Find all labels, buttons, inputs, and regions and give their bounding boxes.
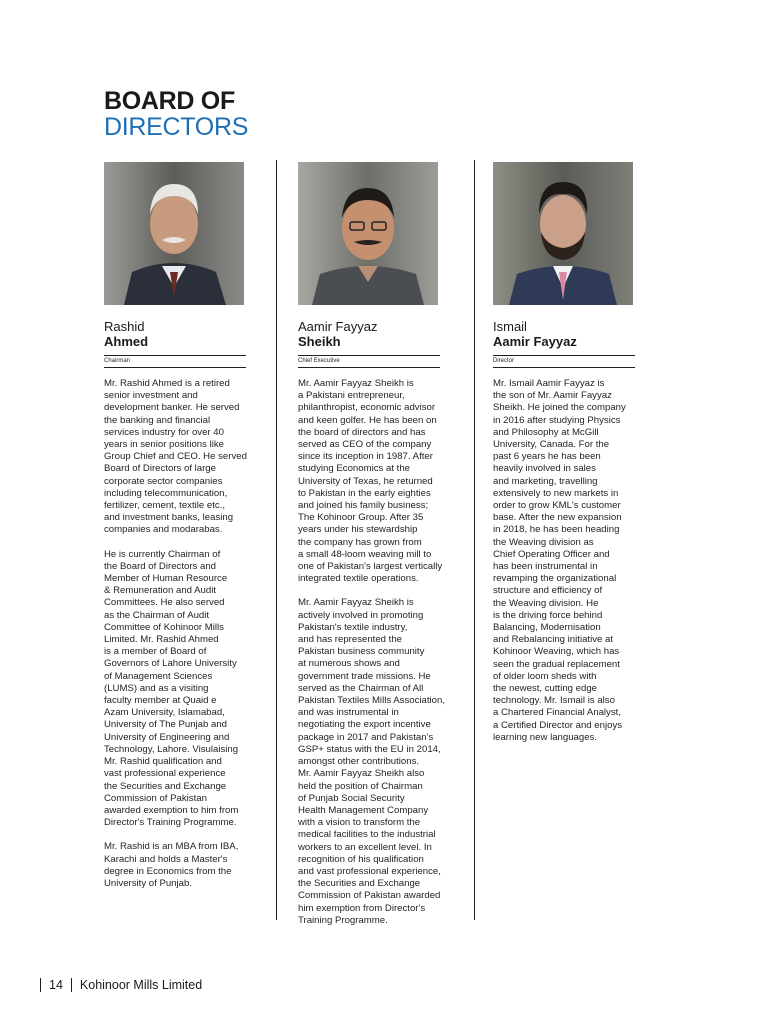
bio-paragraph: Mr. Aamir Fayyaz Sheikh is actively involved in promoting Pakistan's textile industry, and has represented the Pakistan business community at numerous shows and government trade missions. He served as the Chairman of All Pakistan Textiles Mills Association, and was instrumental in negotiating the export incentive package in 2017 and Pakistan's GSP+ status with the EU in 2014, amongst other contributions. Mr. Aamir Fayyaz Sheikh also held the position of Chairman of Punjab Social Security Health Management Company with a vision to transform the medical facilities to the industrial workers to an excellent level. In recognition of his qualification and vast professional experience, the Securities and Exchange Commission of Pakistan awarded him exemption from Director's Training Programme.: [298, 597, 445, 926]
director-first-name: Rashid: [104, 319, 145, 334]
director-bio: [298, 378, 460, 927]
heading-line-2: DIRECTORS: [104, 113, 249, 141]
rule: [493, 355, 635, 356]
director-last-name: Sheikh: [298, 334, 341, 349]
rule: [104, 355, 246, 356]
bio-paragraph: Mr. Rashid is an MBA from IBA, Karachi and holds a Master's degree in Economics from the University of Punjab.: [104, 841, 239, 889]
bio-paragraph: Mr. Rashid Ahmed is a retired senior investment and development banker. He served the banking and financial services industry for over 40 years in senior positions like Group Chief and CEO. He served Board of Directors of large corporate sector companies including telecommunication, fertilizer, cement, textile etc., and investment banks, leasing companies and modarabas.: [104, 378, 247, 536]
footer-company: Kohinoor Mills Limited: [79, 978, 203, 992]
director-name: [298, 319, 450, 349]
rule: [493, 367, 635, 368]
bio-paragraph: He is currently Chairman of the Board of Directors and Member of Human Resource & Remuneration and Audit Committees. He also served as the Chairman of Audit Committee of Kohinoor Mills Limited. Mr. Rashid Ahmed is a member of Board of Governors of Lahore University of Management Sciences (LUMS) and as a visiting faculty member at Quaid e Azam University, Islamabad, University of The Punjab and University of Engineering and Technology, Lahore. Visulaising Mr. Rashid qualification and vast professional experience the Securities and Exchange Commission of Pakistan awarded exemption to him from Director's Training Programme.: [104, 548, 239, 829]
page-footer: [40, 978, 202, 992]
director-role: Chairman: [104, 358, 131, 364]
director-first-name: Aamir Fayyaz: [298, 319, 378, 334]
heading-line-1: BOARD OF: [104, 87, 235, 115]
page-heading: [104, 88, 248, 140]
director-role: Chief Executive: [298, 358, 340, 364]
director-column-1: [104, 162, 256, 902]
director-bio: [104, 378, 266, 890]
director-photo: [298, 162, 438, 305]
rule: [104, 367, 246, 368]
director-column-3: [493, 162, 645, 756]
page-number: 14: [49, 978, 63, 992]
bio-paragraph: Mr. Aamir Fayyaz Sheikh is a Pakistani entrepreneur, philanthropist, economic advisor and keen golfer. He has been on the board of directors and has served as CEO of the company since its inception in 1987. After studying Economics at the University of Texas, he returned to Pakistan in the early eighties and joined his family business; The Kohinoor Group. After 35 years under his stewardship the company has grown from a small 48-loom weaving mill to one of Pakistan's largest vertically integrated textile operations.: [298, 378, 443, 585]
director-column-2: [298, 162, 450, 939]
footer-separator: [71, 978, 72, 992]
director-name: [104, 319, 256, 349]
bio-paragraph: Mr. Ismail Aamir Fayyaz is the son of Mr. Aamir Fayyaz Sheikh. He joined the company in 2016 after studying Physics and Philosophy at McGill University, Canada. For the past 6 years he has been heavily involved in sales and marketing, travelling extensively to new markets in order to grow KML's customer base. After the new expansion in 2018, he has been heading the Weaving division as Chief Operating Officer and has been instrumental in revamping the organizational structure and efficiency of the Weaving division. He is the driving force behind Balancing, Modernisation and Rebalancing initiative at Kohinoor Weaving, which has seen the gradual replacement of older loom sheds with the newest, cutting edge technology. Mr. Ismail is also a Chartered Financial Analyst, a Certified Director and enjoys learning new languages.: [493, 378, 626, 743]
director-role: Director: [493, 358, 515, 364]
director-first-name: Ismail: [493, 319, 527, 334]
column-divider: [474, 160, 475, 920]
footer-separator: [40, 978, 41, 992]
director-photo: [493, 162, 633, 305]
rule: [298, 355, 440, 356]
director-photo: [104, 162, 244, 305]
director-last-name: Aamir Fayyaz: [493, 334, 577, 349]
rule: [298, 367, 440, 368]
director-bio: [493, 378, 655, 744]
director-name: [493, 319, 645, 349]
director-last-name: Ahmed: [104, 334, 149, 349]
column-divider: [276, 160, 277, 920]
